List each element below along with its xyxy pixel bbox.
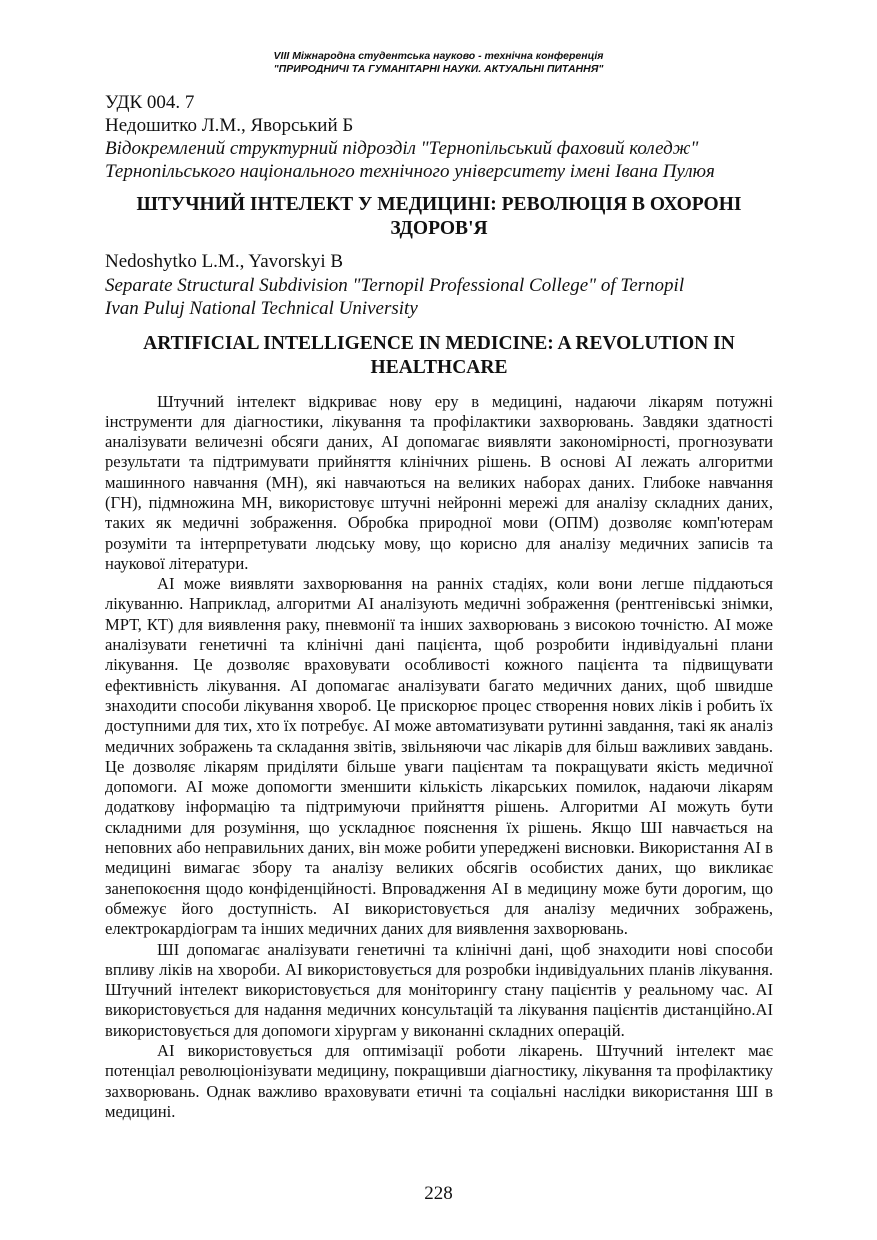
affiliation-ua-line-1: Відокремлений структурний підрозділ "Тернопільський фаховий коледж"	[105, 138, 699, 159]
body-paragraph-1: Штучний інтелект відкриває нову еру в медицині, надаючи лікарям потужні інструменти для діагностики, лікування та профілактики захворювань. Завдяки здатності аналізувати величезні обсяги даних, АІ допомагає виявляти закономірності, прогнозувати результати та підтримувати прийняття клінічних рішень. В основі АІ лежать алгоритми машинного навчання (МН), які навчаються на великих наборах даних. Глибоке навчання (ГН), підмножина МН, використовує штучні нейронні мережі для аналізу складних даних, таких як медичні зображення. Обробка природної мови (ОПМ) дозволяє комп'ютерам розуміти та інтерпретувати людську мову, що корисно для аналізу медичних записів та наукової літератури.	[105, 391, 773, 573]
conference-header-line-1: VIII Міжнародна студентська науково - технічна конференція	[273, 50, 604, 62]
affiliation-ua-line-2: Тернопільського національного технічного університету імені Івана Пулюя	[105, 161, 715, 182]
title-ua-line-1: ШТУЧНИЙ ІНТЕЛЕКТ У МЕДИЦИНІ: РЕВОЛЮЦІЯ В ОХОРОНІ	[136, 194, 742, 215]
conference-header	[0, 50, 877, 76]
body-paragraph-4: АІ використовується для оптимізації роботи лікарень. Штучний інтелект має потенціал революціонізувати медицину, покращивши діагностику, лікування та профілактику захворювань. Однак важливо враховувати етичні та соціальні наслідки використання ШІ в медицині.	[105, 1041, 773, 1121]
page-number: 228	[424, 1183, 453, 1204]
title-en	[105, 332, 773, 380]
title-ua-line-2: ЗДОРОВ'Я	[390, 218, 488, 239]
affiliation-en-line-1: Separate Structural Subdivision "Ternopil Professional College" of Ternopil	[105, 274, 685, 296]
body-paragraph-3: ШІ допомагає аналізувати генетичні та клінічні дані, щоб знаходити нові способи впливу ліків на хвороби. АІ використовується для розробки індивідуальних планів лікування. Штучний інтелект використовується для моніторингу стану пацієнтів у реальному час. АІ використовується для надання медичних консультацій та лікування пацієнтів дистанційно.АІ використовується для допомоги хірургам у виконанні складних операцій.	[105, 939, 773, 1040]
title-en-line-2: HEALTHCARE	[370, 356, 508, 378]
conference-header-line-2: "ПРИРОДНИЧІ ТА ГУМАНІТАРНІ НАУКИ. АКТУАЛЬНІ ПИТАННЯ"	[273, 63, 604, 75]
authors-ua: Недошитко Л.М., Яворський Б	[105, 114, 354, 136]
title-ua	[105, 193, 773, 241]
title-en-line-1: ARTIFICIAL INTELLIGENCE IN MEDICINE: A REVOLUTION IN	[143, 332, 735, 354]
article	[105, 92, 773, 1122]
body-paragraph-2: АІ може виявляти захворювання на ранніх стадіях, коли вони легше піддаються лікуванню. Наприклад, алгоритми АІ аналізують медичні зображення (рентгенівські знімки, МРТ, КТ) для виявлення раку, пневмонії та інших захворювань з високою точністю. АІ може аналізувати генетичні та клінічні дані пацієнта, щоб розробити індивідуальні плани лікування. Це дозволяє враховувати особливості кожного пацієнта та підвищувати ефективність лікування. АІ допомагає аналізувати багато медичних даних, щоб швидше знаходити способи лікування хвороб. Це прискорює процес створення нових ліків і робить їх доступними для тих, хто їх потребує. АІ може автоматизувати рутинні завдання, такі як аналіз медичних зображень та складання звітів, звільняючи час лікарів для більш важливих завдань. Це дозволяє лікарям приділяти більше уваги пацієнтам та покращувати якість медичної допомоги. АІ може допомогти зменшити кількість лікарських помилок, надаючи лікарям додаткову інформацію та підтримуючи прийняття рішень. Алгоритми АІ можуть бути складними для розуміння, що ускладнює пояснення їх рішень. Якщо ШІ навчається на неповних або неправильних даних, він може робити упереджені висновки. Використання АІ в медицині вимагає збору та аналізу великих обсягів особистих даних, що викликає занепокоєння щодо конфіденційності. Впровадження АІ в медицину може бути дорогим, що обмежує його доступність. АІ використовується для аналізу медичних зображень, електрокардіограм та інших медичних даних для виявлення захворювань.	[105, 574, 773, 939]
authors-en: Nedoshytko L.M., Yavorskyi B	[105, 251, 344, 272]
udk-code: УДК 004. 7	[105, 92, 195, 113]
affiliation-en-line-2: Ivan Puluj National Technical University	[105, 297, 418, 319]
article-body	[105, 392, 773, 1123]
